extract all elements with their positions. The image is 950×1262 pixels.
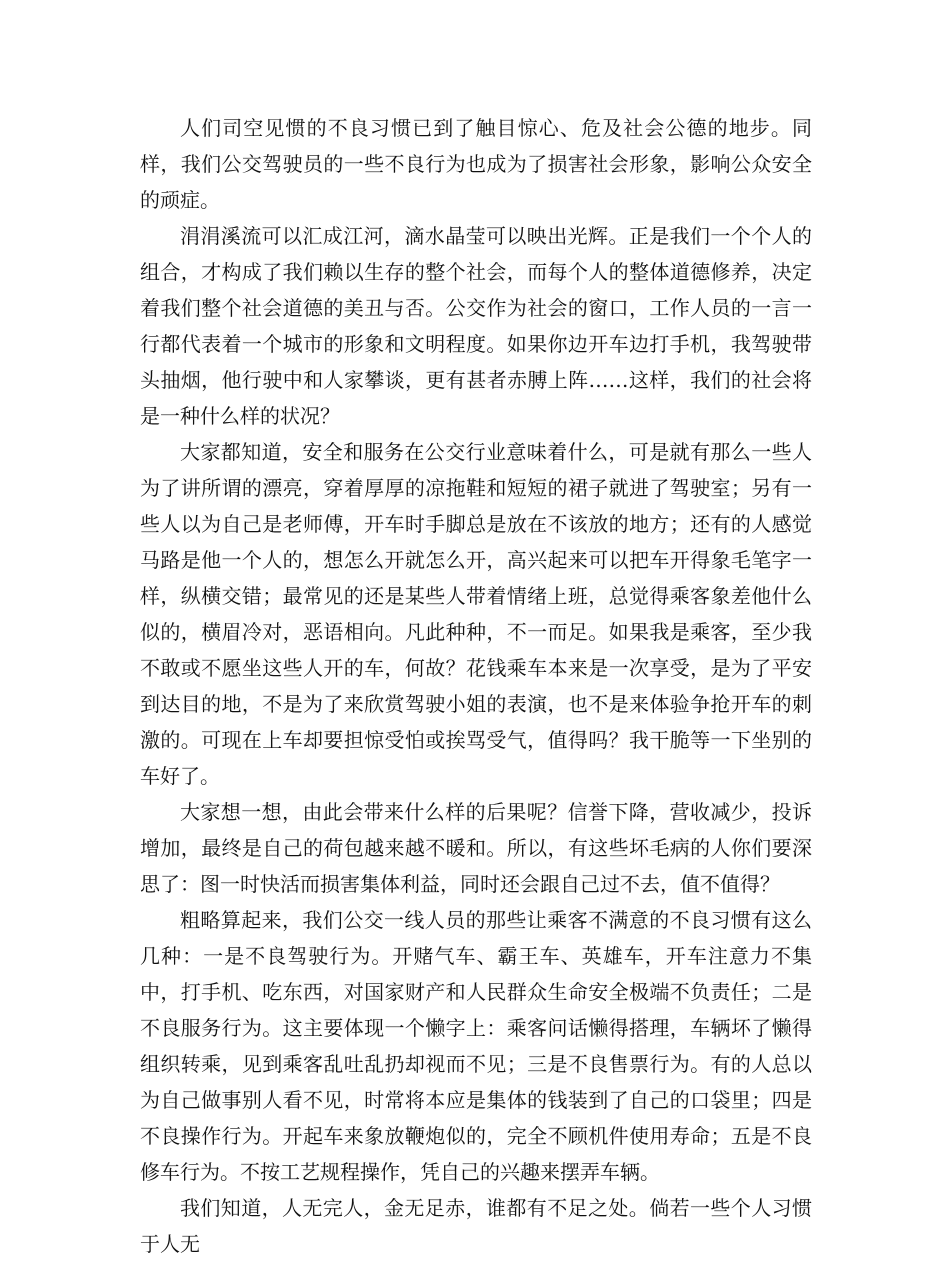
paragraph-2: 涓涓溪流可以汇成江河，滴水晶莹可以映出光辉。正是我们一个个人的组合，才构成了我们赖以生存的整个社会，而每个人的整体道德修养，决定着我们整个社会道德的美丑与否。公交作为社会的窗口，工作人员的一言一行都代表着一个城市的形象和文明程度。如果你边开车边打手机，我驾驶带头抽烟，他行驶中和人家攀谈，更有甚者赤膊上阵……这样，我们的社会将是一种什么样的状况？ [140, 224, 812, 428]
paragraph-6: 我们知道，人无完人，金无足赤，谁都有不足之处。倘若一些个人习惯于人无 [140, 1196, 812, 1256]
document-body [140, 110, 812, 1262]
paragraph-1: 人们司空见惯的不良习惯已到了触目惊心、危及社会公德的地步。同样，我们公交驾驶员的一些不良行为也成为了损害社会形象，影响公众安全的顽症。 [140, 116, 812, 212]
paragraph-5: 粗略算起来，我们公交一线人员的那些让乘客不满意的不良习惯有这么几种：一是不良驾驶行为。开赌气车、霸王车、英雄车，开车注意力不集中，打手机、吃东西，对国家财产和人民群众生命安全极端不负责任；二是不良服务行为。这主要体现一个懒字上：乘客问话懒得搭理，车辆坏了懒得组织转乘，见到乘客乱吐乱扔却视而不见；三是不良售票行为。有的人总以为自己做事别人看不见，时常将本应是集体的钱装到了自己的口袋里；四是不良操作行为。开起车来象放鞭炮似的，完全不顾机件使用寿命；五是不良修车行为。不按工艺规程操作，凭自己的兴趣来摆弄车辆。 [140, 908, 812, 1184]
paragraph-4: 大家想一想，由此会带来什么样的后果呢？信誉下降，营收减少，投诉增加，最终是自己的荷包越来越不暖和。所以，有这些坏毛病的人你们要深思了：图一时快活而损害集体利益，同时还会跟自己过不去，值不值得？ [140, 800, 812, 896]
paragraph-3: 大家都知道，安全和服务在公交行业意味着什么，可是就有那么一些人为了讲所谓的漂亮，穿着厚厚的凉拖鞋和短短的裙子就进了驾驶室；另有一些人以为自己是老师傅，开车时手脚总是放在不该放的地方；还有的人感觉马路是他一个人的，想怎么开就怎么开，高兴起来可以把车开得象毛笔字一样，纵横交错；最常见的还是某些人带着情绪上班，总觉得乘客象差他什么似的，横眉冷对，恶语相向。凡此种种，不一而足。如果我是乘客，至少我不敢或不愿坐这些人开的车，何故？花钱乘车本来是一次享受，是为了平安到达目的地，不是为了来欣赏驾驶小姐的表演，也不是来体验争抢开车的刺激的。可现在上车却要担惊受怕或挨骂受气，值得吗？我干脆等一下坐别的车好了。 [140, 440, 812, 788]
